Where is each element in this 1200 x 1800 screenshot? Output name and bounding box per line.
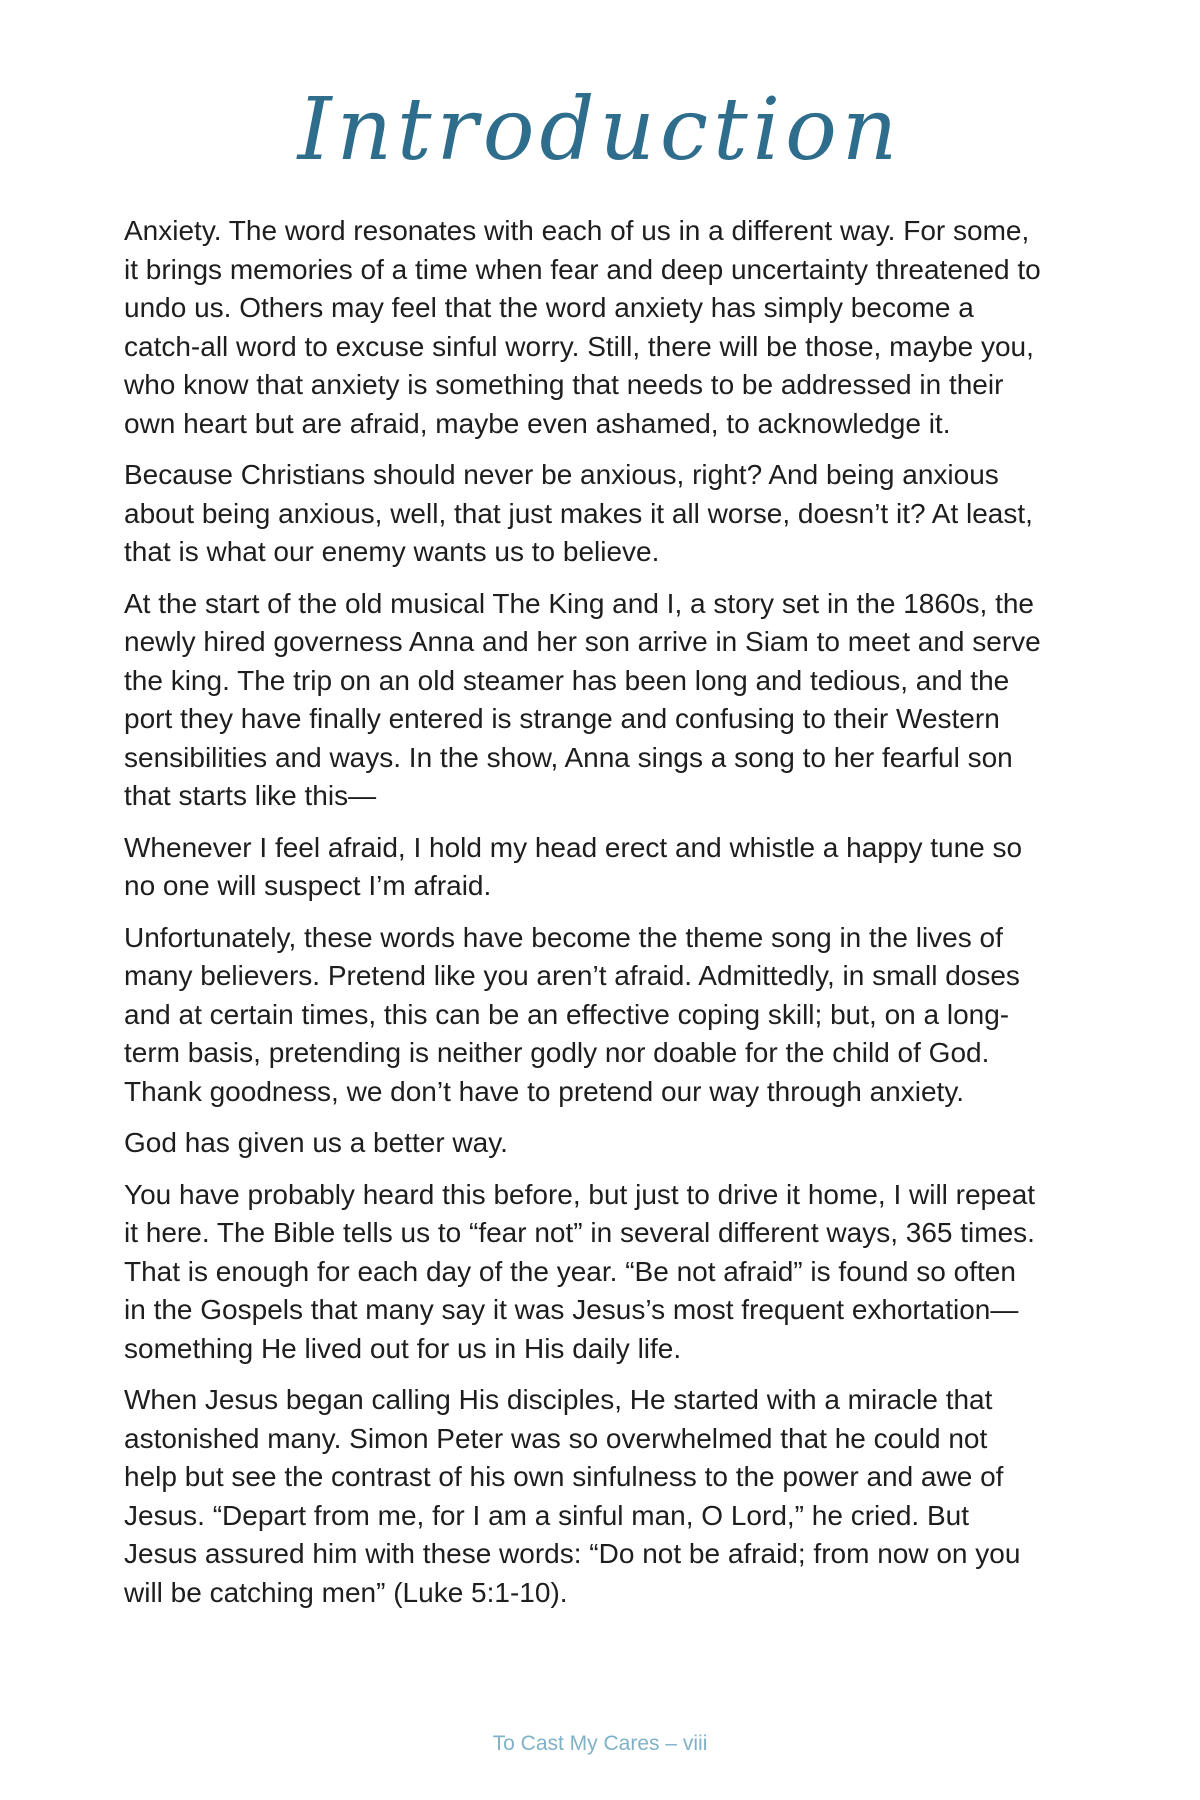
paragraph: Because Christians should never be anxious, right? And being anxious about being anxious, well, that just makes it all worse, doesn’t it? At least, that is what our enemy wants us to believe. bbox=[124, 459, 1033, 567]
paragraph: Whenever I feel afraid, I hold my head erect and whistle a happy tune so no one will suspect I’m afraid. bbox=[124, 831, 1023, 901]
paragraph: When Jesus began calling His disciples, He started with a miracle that astonished many. Simon Peter was so overwhelmed that he could not help but see the contrast of his own sinfulness to the power and awe of Jesus. “Depart from me, for I am a sinful man, O Lord,” he cried. But Jesus assured him with these words: “Do not be afraid; from now on you will be catching men” (Luke 5:1-10). bbox=[124, 1384, 1021, 1608]
paragraph: God has given us a better way. bbox=[124, 1127, 508, 1158]
chapter-title: Introduction bbox=[297, 80, 903, 180]
paragraph: Anxiety. The word resonates with each of us in a different way. For some, it brings memories of a time when fear and deep uncertainty threatened to undo us. Others may feel that the word anxiety has simply become a catch-all word to excuse sinful worry. Still, there will be those, maybe you, who know that anxiety is something that needs to be addressed in their own heart but are afraid, maybe even ashamed, to acknowledge it. bbox=[124, 215, 1041, 439]
chapter-body bbox=[124, 212, 1044, 1625]
paragraph: Unfortunately, these words have become the theme song in the lives of many believers. Pretend like you aren’t afraid. Admittedly, in small doses and at certain times, this can be an effective coping skill; but, on a long-term basis, pretending is neither godly nor doable for the child of God. Thank goodness, we don’t have to pretend our way through anxiety. bbox=[124, 921, 1020, 1107]
paragraph: At the start of the old musical The King and I, a story set in the 1860s, the newly hired governess Anna and her son arrive in Siam to meet and serve the king. The trip on an old steamer has been long and tedious, and the port they have finally entered is strange and confusing to their Western sensibilities and ways. In the show, Anna sings a song to her fearful son that starts like this— bbox=[124, 587, 1041, 811]
paragraph: You have probably heard this before, but just to drive it home, I will repeat it here. The Bible tells us to “fear not” in several different ways, 365 times. That is enough for each day of the year. “Be not afraid” is found so often in the Gospels that many say it was Jesus’s most frequent exhortation—something He lived out for us in His daily life. bbox=[124, 1178, 1036, 1364]
page-footer: To Cast My Cares – viii bbox=[492, 1732, 708, 1755]
